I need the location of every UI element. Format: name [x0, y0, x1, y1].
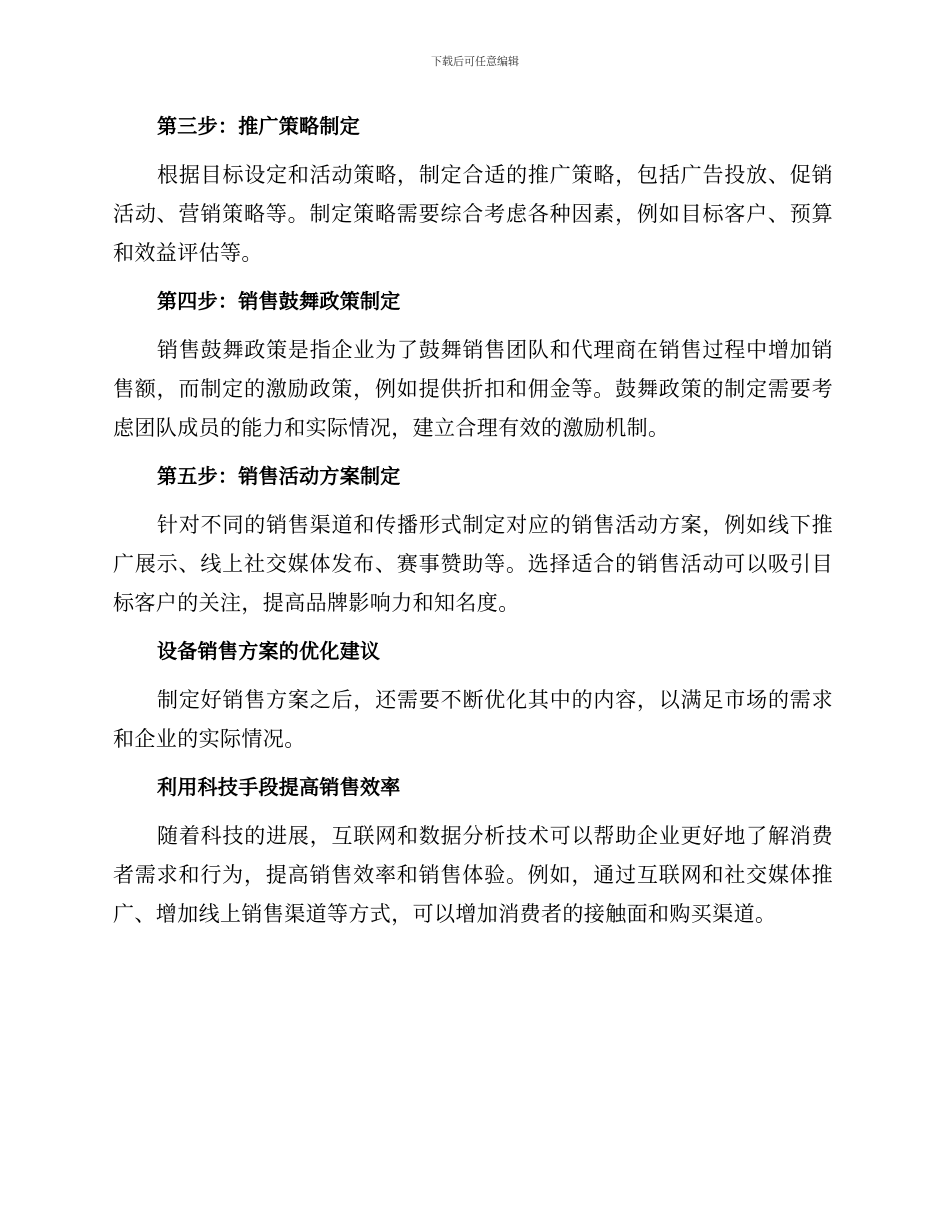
section-heading: 第三步：推广策略制定: [157, 114, 360, 138]
section-paragraph: 针对不同的销售渠道和传播形式制定对应的销售活动方案，例如线下推广展示、线上社交媒体发布、赛事赞助等。选择适合的销售活动可以吸引目标客户的关注，提高品牌影响力和知名度。: [113, 513, 833, 615]
section-heading: 设备销售方案的优化建议: [157, 639, 381, 663]
section-sales-incentive-policy: [113, 285, 833, 448]
section-heading: 第五步：销售活动方案制定: [157, 464, 401, 488]
document-content: [113, 110, 833, 934]
header-note: 下载后可任意编辑: [431, 55, 519, 68]
section-paragraph: 根据目标设定和活动策略，制定合适的推广策略，包括广告投放、促销活动、营销策略等。制定策略需要综合考虑各种因素，例如目标客户、预算和效益评估等。: [113, 163, 833, 265]
section-heading: 利用科技手段提高销售效率: [157, 775, 401, 799]
section-sales-activity-plan: [113, 460, 833, 623]
section-heading: 第四步：销售鼓舞政策制定: [157, 289, 401, 313]
section-paragraph: 随着科技的进展，互联网和数据分析技术可以帮助企业更好地了解消费者需求和行为，提高销售效率和销售体验。例如，通过互联网和社交媒体推广、增加线上销售渠道等方式，可以增加消费者的接触面和购买渠道。: [113, 824, 833, 926]
section-paragraph: 制定好销售方案之后，还需要不断优化其中的内容，以满足市场的需求和企业的实际情况。: [113, 688, 833, 751]
section-optimization-suggestions: [113, 635, 833, 759]
section-technology-efficiency: [113, 771, 833, 934]
section-paragraph: 销售鼓舞政策是指企业为了鼓舞销售团队和代理商在销售过程中增加销售额，而制定的激励政策，例如提供折扣和佣金等。鼓舞政策的制定需要考虑团队成员的能力和实际情况，建立合理有效的激励机制。: [113, 338, 833, 440]
section-promotion-strategy: [113, 110, 833, 273]
